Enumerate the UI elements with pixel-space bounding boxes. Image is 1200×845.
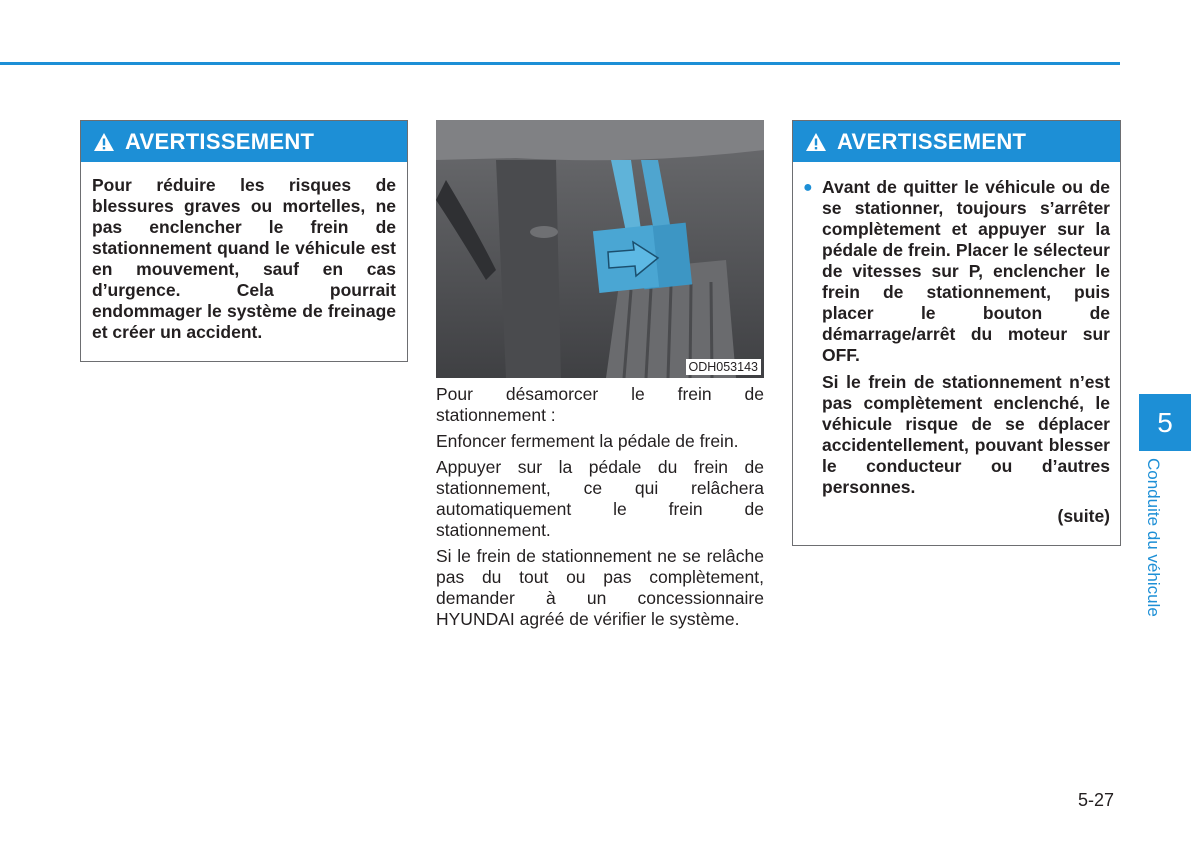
warning-triangle-icon [805,132,827,152]
paragraph: Appuyer sur la pédale du frein de stationnement, ce qui relâchera automatiquement le frein de stationnement. [436,457,764,540]
bullet-item [803,177,1110,366]
top-rule [0,62,1120,65]
paragraph: Si le frein de stationnement ne se relâche pas du tout ou pas complètement, demander à un concessionnaire HYUNDAI agréé de vérifier le système. [436,546,764,629]
parking-brake-figure [436,120,764,378]
warning-text: Pour réduire les risques de blessures graves ou mortelles, ne pas enclencher le frein de stationnement quand le véhicule est en mouvement, sauf en cas d’urgence. Cela pourrait endommager le système de freinage et créer un accident. [92,175,396,342]
warning-triangle-icon [93,132,115,152]
warning-header [793,121,1120,162]
page-number: 5-27 [1078,790,1115,810]
chapter-label: Conduite du véhicule [1144,458,1163,617]
pedal-illustration [436,120,764,378]
paragraph: Enfoncer fermement la pédale de frein. [436,431,739,451]
figure-code: ODH053143 [686,359,762,375]
body-text [436,384,764,635]
warning-body [793,162,1120,527]
warning-box-right [792,120,1121,546]
warning-box-left [80,120,408,362]
warning-header [81,121,407,162]
warning-title: AVERTISSEMENT [125,128,315,154]
bullet-text: Avant de quitter le véhicule ou de se stationner, toujours s’arrêter complètement et appuyer sur la pédale de frein. Placer le sélecteur de vitesses sur P, enclencher le frein de stationnement, puis placer le bouton de démarrage/arrêt du moteur sur OFF. [822,177,1110,365]
paragraph: Pour désamorcer le frein de stationnement : [436,384,764,425]
warning-title: AVERTISSEMENT [837,128,1027,154]
continuation-text: Si le frein de stationnement n’est pas complètement enclenché, le véhicule risque de se déplacer accidentellement, pouvant blesser le conducteur ou d’autres personnes. [822,372,1110,497]
chapter-tab: 5 [1139,394,1191,451]
bullet-icon: ● [803,179,813,196]
suite-label: (suite) [1057,506,1110,526]
